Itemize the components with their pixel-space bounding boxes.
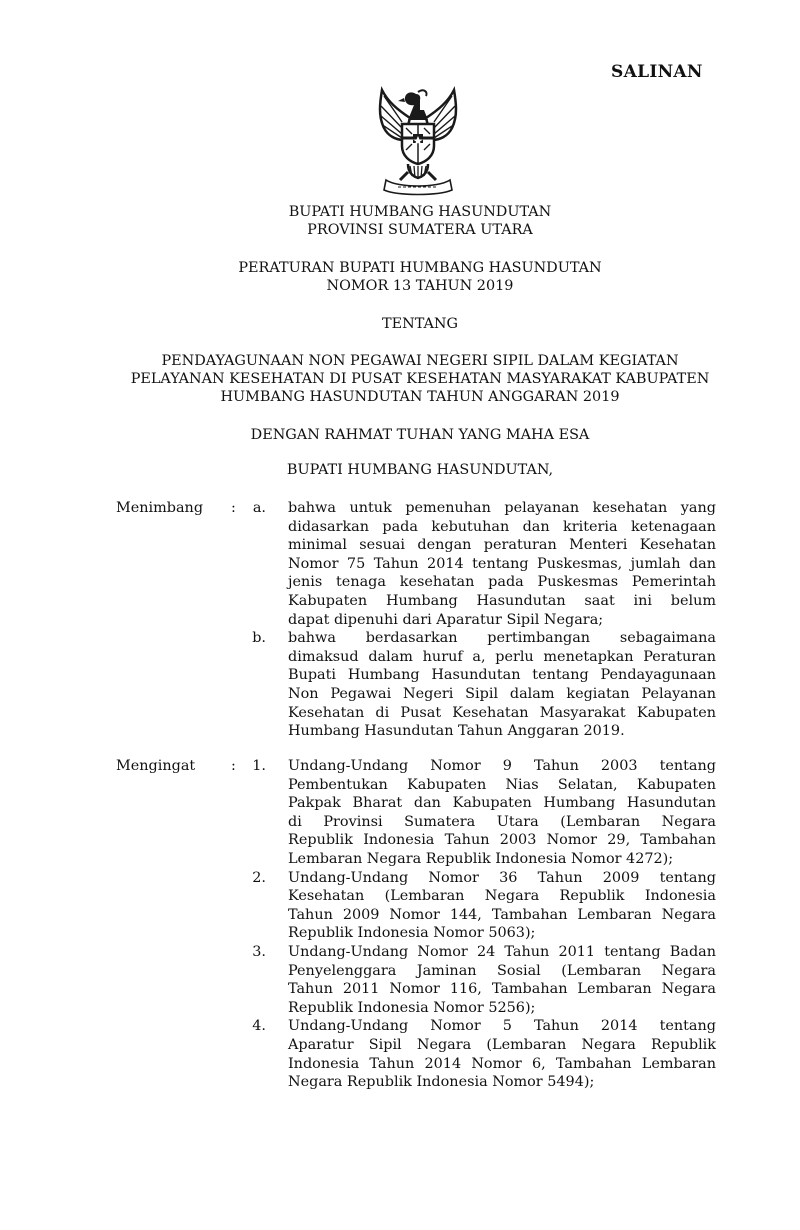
text-line: minimal sesuai dengan peraturan Menteri Kesehatan — [288, 537, 716, 554]
text-line: dimaksud dalam huruf a, perlu menetapkan Peraturan — [288, 648, 716, 665]
text-line: Undang-Undang Nomor 5 Tahun 2014 tentang — [288, 1018, 716, 1035]
subject-line: PELAYANAN KESEHATAN DI PUSAT KESEHATAN MASYARAKAT KABUPATEN — [130, 371, 710, 387]
text-line: dapat dipenuhi dari Aparatur Sipil Negara; — [288, 611, 604, 628]
issuer-line: BUPATI HUMBANG HASUNDUTAN — [288, 204, 552, 220]
text-line: Penyelenggara Jaminan Sosial (Lembaran Negara — [288, 962, 716, 979]
text-line: Non Pegawai Negeri Sipil dalam kegiatan Pelayanan — [288, 685, 716, 702]
title-holder: BUPATI HUMBANG HASUNDUTAN, — [286, 462, 554, 478]
item-number: 3. — [252, 944, 266, 960]
menimbang-item-b — [288, 629, 716, 741]
menimbang-label: Menimbang — [116, 500, 204, 516]
text-line: Undang-Undang Nomor 36 Tahun 2009 tentang — [288, 869, 716, 886]
subject-line: HUMBANG HASUNDUTAN TAHUN ANGGARAN 2019 — [220, 389, 620, 405]
mengingat-item-3 — [288, 943, 716, 1017]
subject-block — [0, 352, 800, 406]
garuda-emblem-icon — [358, 80, 478, 200]
salinan-stamp: SALINAN — [611, 62, 703, 82]
item-number: 2. — [252, 869, 266, 886]
mengingat-item-2 — [288, 869, 716, 943]
mengingat-item-1 — [288, 757, 716, 869]
mengingat-item-4 — [288, 1017, 716, 1091]
text-line: Kesehatan di Pusat Kesehatan Masyarakat Kabupaten — [288, 704, 716, 721]
text-line: Tahun 2011 Nomor 116, Tambahan Lembaran Negara — [288, 981, 716, 998]
text-line: Undang-Undang Nomor 9 Tahun 2003 tentang — [288, 758, 716, 774]
colon: : — [231, 758, 236, 774]
issuer-line: PROVINSI SUMATERA UTARA — [307, 222, 533, 238]
tentang-heading: TENTANG — [382, 316, 458, 332]
text-line: Lembaran Negara Republik Indonesia Nomor 4272); — [288, 850, 674, 867]
regulation-line: PERATURAN BUPATI HUMBANG HASUNDUTAN — [238, 260, 602, 276]
item-number: b. — [252, 630, 266, 647]
regulation-line: NOMOR 13 TAHUN 2019 — [326, 278, 514, 294]
text-line: Republik Indonesia Nomor 5256); — [288, 999, 536, 1016]
issuer-block — [0, 203, 800, 239]
text-line: Kabupaten Humbang Hasundutan saat ini belum — [288, 592, 716, 609]
text-line: Pakpak Bharat dan Kabupaten Humbang Hasundutan — [288, 795, 716, 812]
text-line: bahwa berdasarkan pertimbangan sebagaimana — [288, 630, 716, 647]
item-number: 4. — [252, 1018, 266, 1035]
text-line: Aparatur Sipil Negara (Lembaran Negara Republik — [288, 1036, 716, 1053]
text-line: Republik Indonesia Tahun 2003 Nomor 29, Tambahan — [288, 832, 716, 849]
text-line: Humbang Hasundutan Tahun Anggaran 2019. — [288, 723, 625, 740]
text-line: Republik Indonesia Nomor 5063); — [288, 925, 536, 942]
text-line: Bupati Humbang Hasundutan tentang Pendayagunaan — [288, 667, 716, 684]
subject-line: PENDAYAGUNAAN NON PEGAWAI NEGERI SIPIL DALAM KEGIATAN — [161, 353, 679, 369]
text-line: Kesehatan (Lembaran Negara Republik Indonesia — [288, 888, 716, 905]
text-line: bahwa untuk pemenuhan pelayanan kesehatan yang — [288, 500, 716, 516]
text-line: Undang-Undang Nomor 24 Tahun 2011 tentang Badan — [288, 944, 716, 960]
text-line: Tahun 2009 Nomor 144, Tambahan Lembaran Negara — [288, 906, 716, 923]
text-line: di Provinsi Sumatera Utara (Lembaran Negara — [288, 813, 716, 830]
mengingat-label: Mengingat — [116, 758, 196, 774]
item-number: a. — [252, 500, 266, 516]
text-line: Nomor 75 Tahun 2014 tentang Puskesmas, jumlah dan — [288, 555, 716, 572]
text-line: jenis tenaga kesehatan pada Puskesmas Pemerintah — [288, 574, 716, 591]
regulation-block — [0, 259, 800, 295]
invocation: DENGAN RAHMAT TUHAN YANG MAHA ESA — [250, 427, 590, 443]
text-line: Pembentukan Kabupaten Nias Selatan, Kabupaten — [288, 776, 716, 793]
colon: : — [231, 500, 236, 516]
text-line: Negara Republik Indonesia Nomor 5494); — [288, 1074, 595, 1091]
menimbang-item-a — [288, 499, 716, 629]
item-number: 1. — [252, 758, 266, 774]
text-line: didasarkan pada kebutuhan dan kriteria ketenagaan — [288, 518, 716, 535]
text-line: Indonesia Tahun 2014 Nomor 6, Tambahan Lembaran — [288, 1055, 716, 1072]
